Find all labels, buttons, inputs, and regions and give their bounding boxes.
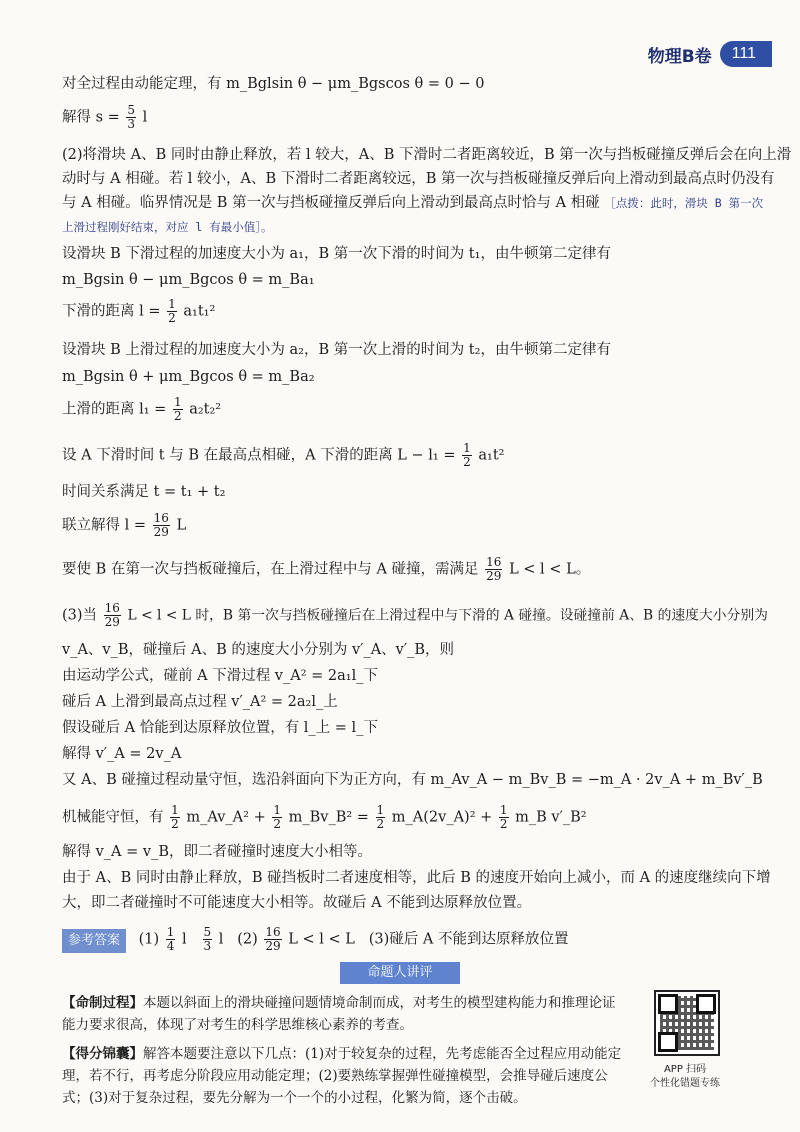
- text: (3)碰后 A 不能到达原释放位置: [368, 931, 569, 948]
- text: 上滑的距离 l₁ =: [62, 401, 167, 418]
- qr-code-icon[interactable]: [654, 990, 720, 1056]
- text: 要使 B 在第一次与挡板碰撞后，在上滑过程中与 A 碰撞，需满足: [62, 561, 479, 578]
- fraction: $\frac{1}{2}$: [376, 803, 385, 831]
- fraction: $\frac{16}{29}$: [486, 555, 502, 583]
- text: (3)当: [62, 607, 98, 624]
- fraction: $\frac{5}{3}$: [203, 925, 212, 953]
- line: 时间关系满足 t = t₁ + t₂: [62, 484, 226, 500]
- line: 由于 A、B 同时由静止释放，B 碰挡板时二者速度相等，此后 B 的速度开始向上减小，而 A 的速度继续向下增: [62, 870, 771, 886]
- answer-tag: 参考答案: [62, 929, 126, 953]
- line: 假设碰后 A 恰能到达原释放位置，有 l_上 = l_下: [62, 720, 378, 736]
- text: 本题以斜面上的滑块碰撞问题情境命制而成，对考生的模型建构能力和推理论证能力要求很高，体现了对考生的科学思维核心素养的考查。: [62, 995, 616, 1033]
- annotation-note: 上滑过程刚好结束，对应 l 有最小值］。: [62, 220, 273, 234]
- text: a₁t²: [478, 447, 505, 464]
- fraction: $\frac{1}{2}$: [171, 803, 179, 831]
- line: [62, 298, 215, 325]
- text: L < l < L。: [509, 561, 591, 578]
- line: 设滑块 B 下滑过程的加速度大小为 a₁，B 第一次下滑的时间为 t₁，由牛顿第二定律有: [62, 246, 611, 262]
- header-title: 物理B卷: [647, 46, 712, 67]
- line: [62, 556, 590, 583]
- line: 对全过程由动能定理，有 m_Bglsin θ − μm_Bgscos θ = 0 − 0: [62, 76, 485, 92]
- page-header: [648, 38, 772, 70]
- fraction: $\frac{1}{2}$: [463, 441, 471, 469]
- text: a₁t₁²: [183, 303, 216, 320]
- commentary-paragraph: [62, 992, 622, 1036]
- page-number: 111: [720, 41, 772, 67]
- text: l: [182, 931, 187, 948]
- line: [62, 104, 147, 131]
- line: [62, 442, 504, 469]
- line: m_Bgsin θ − μm_Bgcos θ = m_Ba₁: [62, 272, 315, 288]
- text: L < l < L: [288, 931, 355, 948]
- text: m_Av_A² +: [186, 809, 266, 826]
- line: 解得 v_A = v_B，即二者碰撞时速度大小相等。: [62, 844, 372, 860]
- text: l: [142, 109, 148, 126]
- fraction: $\frac{1}{2}$: [173, 395, 182, 423]
- text: m_A(2v_A)² +: [391, 809, 493, 826]
- line: [62, 193, 763, 213]
- text: a₂t₂²: [189, 401, 222, 418]
- fraction: $\frac{1}{2}$: [499, 803, 508, 831]
- qr-caption: APP 扫码: [663, 1064, 707, 1075]
- annotation-note: ［点拨：此时，滑块 B 第一次: [604, 196, 764, 210]
- line: 大，即二者碰撞时不可能速度大小相等。故碰后 A 不能到达原释放位置。: [62, 895, 532, 911]
- line: [62, 396, 221, 423]
- line: 碰后 A 上滑到最高点过程 v′_A² = 2a₂l_上: [62, 694, 338, 710]
- line: v_A、v_B，碰撞后 A、B 的速度大小分别为 v′_A、v′_B，则: [62, 642, 455, 658]
- line: 设滑块 B 上滑过程的加速度大小为 a₂，B 第一次上滑的时间为 t₂，由牛顿第二定律有: [62, 342, 611, 358]
- line: 解得 v′_A = 2v_A: [62, 746, 182, 762]
- commentary-tag: 【命制过程】: [62, 995, 143, 1011]
- line: 动时与 A 相碰。若 l 较小，A、B 下滑时二者距离较远，B 第一次与挡板碰撞反弹后向上滑动到最高点时仍没有: [62, 171, 775, 187]
- fraction: $\frac{1}{4}$: [166, 925, 175, 953]
- text: l: [218, 931, 224, 948]
- line: 又 A、B 碰撞过程动量守恒，选沿斜面向下为正方向，有 m_Av_A − m_Bv_B = −m_A · 2v_A + m_Bv′_B: [62, 772, 763, 788]
- commentary-paragraph: [62, 1043, 622, 1109]
- line: [62, 804, 587, 831]
- text: 下滑的距离 l =: [62, 303, 161, 320]
- text: 解得 s =: [62, 109, 120, 126]
- fraction: $\frac{1}{2}$: [273, 803, 281, 831]
- line: [62, 602, 768, 629]
- commentary-tag: 【得分锦囊】: [62, 1046, 143, 1062]
- fraction: $\frac{16}{29}$: [265, 925, 281, 953]
- text: m_B v′_B²: [515, 809, 587, 826]
- fraction: $\frac{5}{3}$: [127, 103, 136, 131]
- text: 机械能守恒，有: [62, 809, 164, 826]
- line: 由运动学公式，碰前 A 下滑过程 v_A² = 2a₁l_下: [62, 668, 378, 684]
- text: L: [176, 517, 187, 534]
- line: (2)将滑块 A、B 同时由静止释放，若 l 较大，A、B 下滑时二者距离较近，B 第一次与挡板碰撞反弹后会在向上滑: [62, 147, 792, 163]
- text: 解答本题要注意以下几点：(1)对于较复杂的过程，先考虑能否全过程应用动能定理，若不行，再考虑分阶段应用动能定理；(2)要熟练掌握弹性碰撞模型，会推导碰后速度公式；(3)对于复杂过程，要先分解为一个一个的小过程，化繁为简，逐个击破。: [62, 1046, 622, 1106]
- fraction: $\frac{16}{29}$: [104, 601, 120, 629]
- line: m_Bgsin θ + μm_Bgcos θ = m_Ba₂: [62, 369, 315, 385]
- section-banner: 命题人讲评: [340, 962, 460, 984]
- qr-caption: 个性化错题专练: [650, 1078, 720, 1089]
- text: 联立解得 l =: [62, 517, 147, 534]
- text: m_Bv_B² =: [288, 809, 369, 826]
- text: (1): [138, 931, 160, 948]
- answer-line: [62, 926, 568, 953]
- text: 设 A 下滑时间 t 与 B 在最高点相碰，A 下滑的距离 L − l₁ =: [62, 447, 456, 464]
- text: 与 A 相碰。临界情况是 B 第一次与挡板碰撞反弹后向上滑动到最高点时恰与 A 相碰: [62, 195, 600, 211]
- line: [62, 512, 186, 539]
- text: L < l < L 时，B 第一次与挡板碰撞后在上滑过程中与下滑的 A 碰撞。设碰撞前 A、B 的速度大小分别为: [127, 607, 768, 624]
- fraction: $\frac{1}{2}$: [168, 297, 176, 325]
- fraction: $\frac{16}{29}$: [153, 511, 169, 539]
- text: (2): [237, 931, 258, 948]
